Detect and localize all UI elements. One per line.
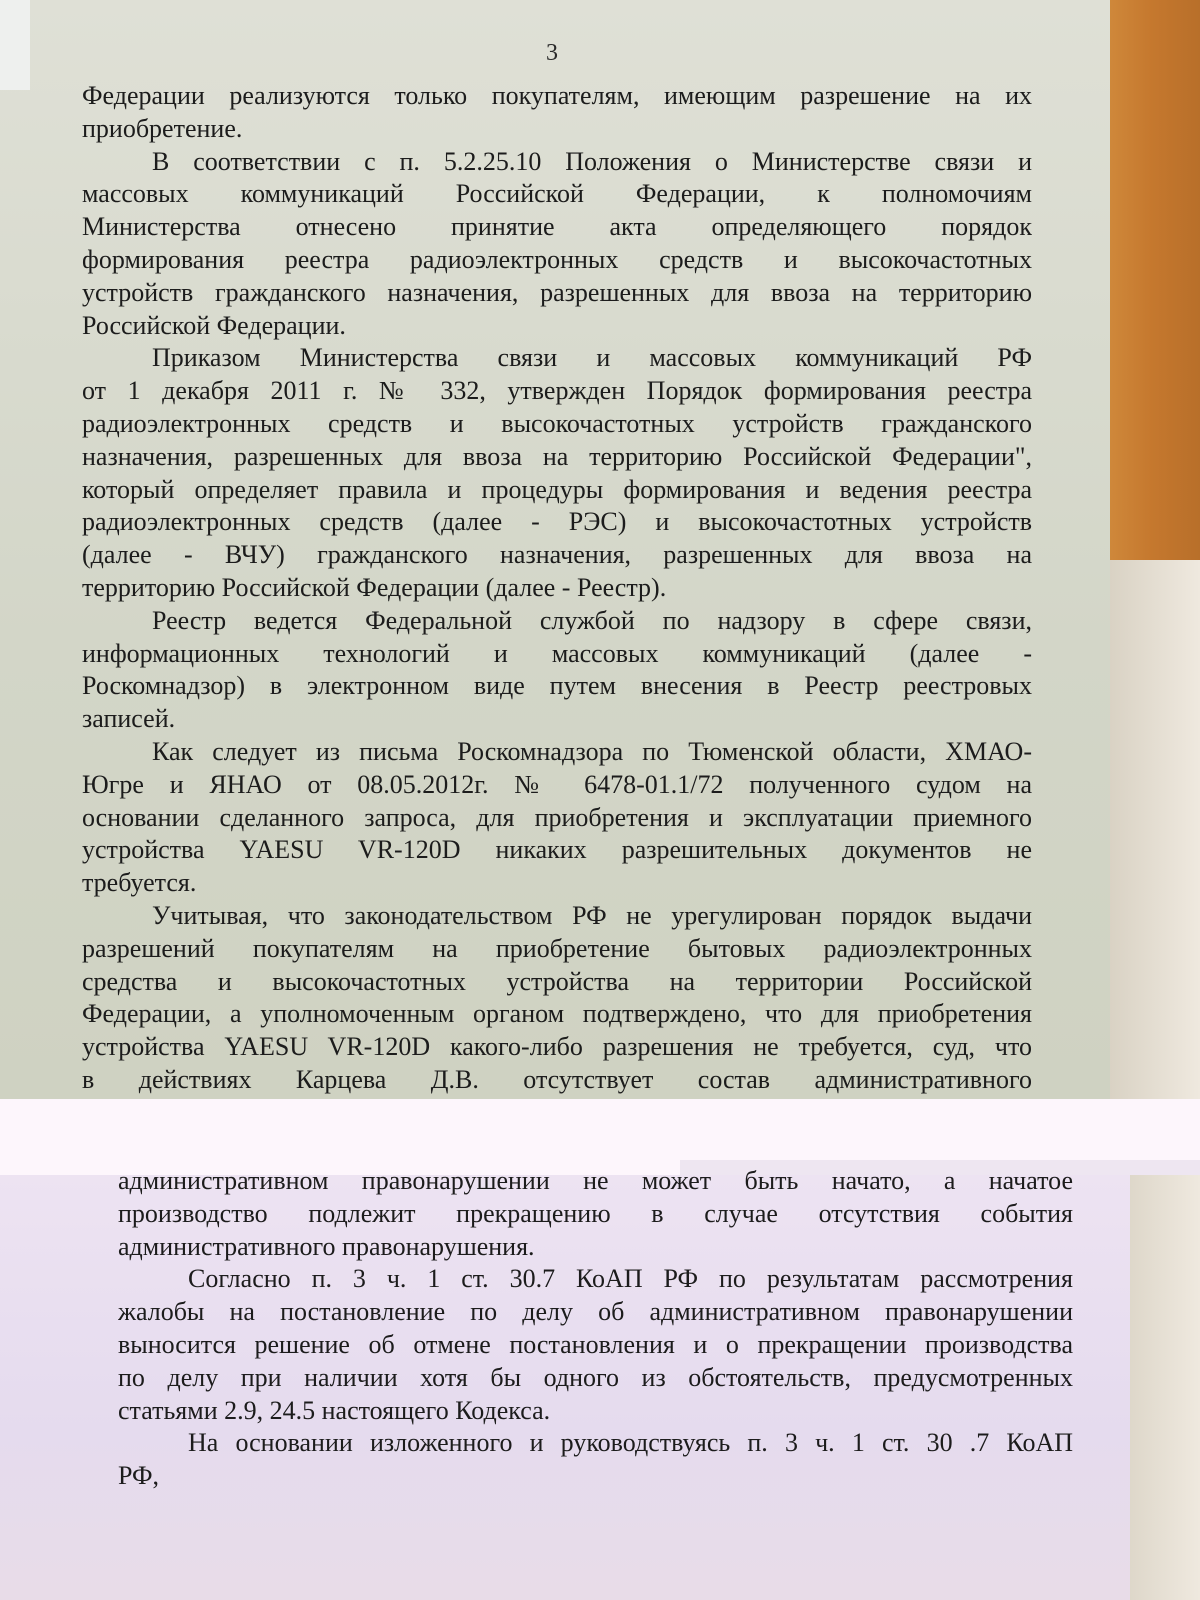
text-line: требуется. (82, 868, 197, 898)
text-line: по делу при наличии хотя бы одного из обстоятельств, предусмотренных (118, 1362, 1073, 1392)
text-line: производство подлежит прекращению в случае отсутствия события (118, 1198, 1073, 1228)
text-line: который определяет правила и процедуры формирования и ведения реестра (82, 474, 1032, 504)
text-line: территорию Российской Федерации (далее - Реестр). (82, 572, 667, 602)
text-line: Федерации, а уполномоченным органом подтверждено, что для приобретения (82, 999, 1032, 1029)
text-line: устройства YAESU VR-120D какого-либо разрешения не требуется, суд, что (82, 1032, 1032, 1062)
text-line: РФ, (118, 1461, 160, 1491)
text-line: жалобы на постановление по делу об административном правонарушении (118, 1297, 1073, 1327)
document-body-bottom (118, 1165, 1073, 1493)
text-line: средства и высокочастотных устройства на территории Российской (82, 966, 1032, 996)
text-line: в действиях Карцева Д.В. отсутствует состав административного (82, 1064, 1032, 1094)
page-number: 3 (546, 40, 558, 66)
text-line: массовых коммуникаций Российской Федерации, к полномочиям (82, 179, 1032, 209)
text-line: выносится решение об отмене постановления и о прекращении производства (118, 1329, 1073, 1359)
text-line: Федерации реализуются только покупателям, имеющим разрешение на их (82, 81, 1032, 110)
text-line: устройств гражданского назначения, разрешенных для ввоза на территорию (82, 277, 1032, 307)
text-line: основании сделанного запроса, для приобретения и эксплуатации приемного (82, 802, 1032, 832)
text-line: назначения, разрешенных для ввоза на территорию Российской Федерации", (82, 441, 1032, 471)
text-line: информационных технологий и массовых коммуникаций (далее - (82, 638, 1032, 668)
paragraph-start: Реестр ведется Федеральной службой по надзору в сфере связи, (152, 605, 1032, 635)
paragraph-start: На основании изложенного и руководствуясь п. 3 ч. 1 ст. 30 .7 КоАП (188, 1428, 1073, 1458)
text-line: Министерства отнесено принятие акта определяющего порядок (82, 212, 1032, 242)
paragraph-start: Приказом Министерства связи и массовых коммуникаций РФ (152, 343, 1032, 373)
paragraph-start: Как следует из письма Роскомнадзора по Тюменской области, ХМАО- (152, 736, 1032, 766)
paragraph-start: Согласно п. 3 ч. 1 ст. 30.7 КоАП РФ по результатам рассмотрения (188, 1264, 1073, 1294)
text-line: статьями 2.9, 24.5 настоящего Кодекса. (118, 1395, 551, 1425)
text-line: приобретение. (82, 113, 243, 143)
text-line: формирования реестра радиоэлектронных средств и высокочастотных (82, 244, 1032, 274)
text-line: административном правонарушении не может быть начато, а начатое (118, 1166, 1073, 1195)
text-line: Роскомнадзор) в электронном виде путем внесения в Реестр реестровых (82, 671, 1032, 701)
text-line: разрешений покупателям на приобретение бытовых радиоэлектронных (82, 933, 1032, 963)
paper-corner (0, 0, 30, 90)
text-line: от 1 декабря 2011 г. № 332, утвержден Порядок формирования реестра (82, 376, 1032, 406)
text-line: устройства YAESU VR-120D никаких разрешительных документов не (82, 835, 1032, 865)
paragraph-start: В соответствии с п. 5.2.25.10 Положения о Министерстве связи и (152, 146, 1032, 176)
text-line: радиоэлектронных средств (далее - РЭС) и высокочастотных устройств (82, 507, 1032, 537)
paragraph-start: Учитывая, что законодательством РФ не урегулирован порядок выдачи (152, 900, 1032, 930)
text-line: Югре и ЯНАО от 08.05.2012г. № 6478-01.1/72 полученного судом на (82, 769, 1032, 799)
text-line: (далее - ВЧУ) гражданского назначения, разрешенных для ввоза на (82, 540, 1032, 570)
text-line: радиоэлектронных средств и высокочастотных устройств гражданского (82, 408, 1032, 438)
text-line: записей. (82, 704, 176, 734)
text-line: Российской Федерации. (82, 310, 346, 340)
document-body-top (82, 80, 1032, 1097)
text-line: административного правонарушения. (118, 1231, 535, 1261)
